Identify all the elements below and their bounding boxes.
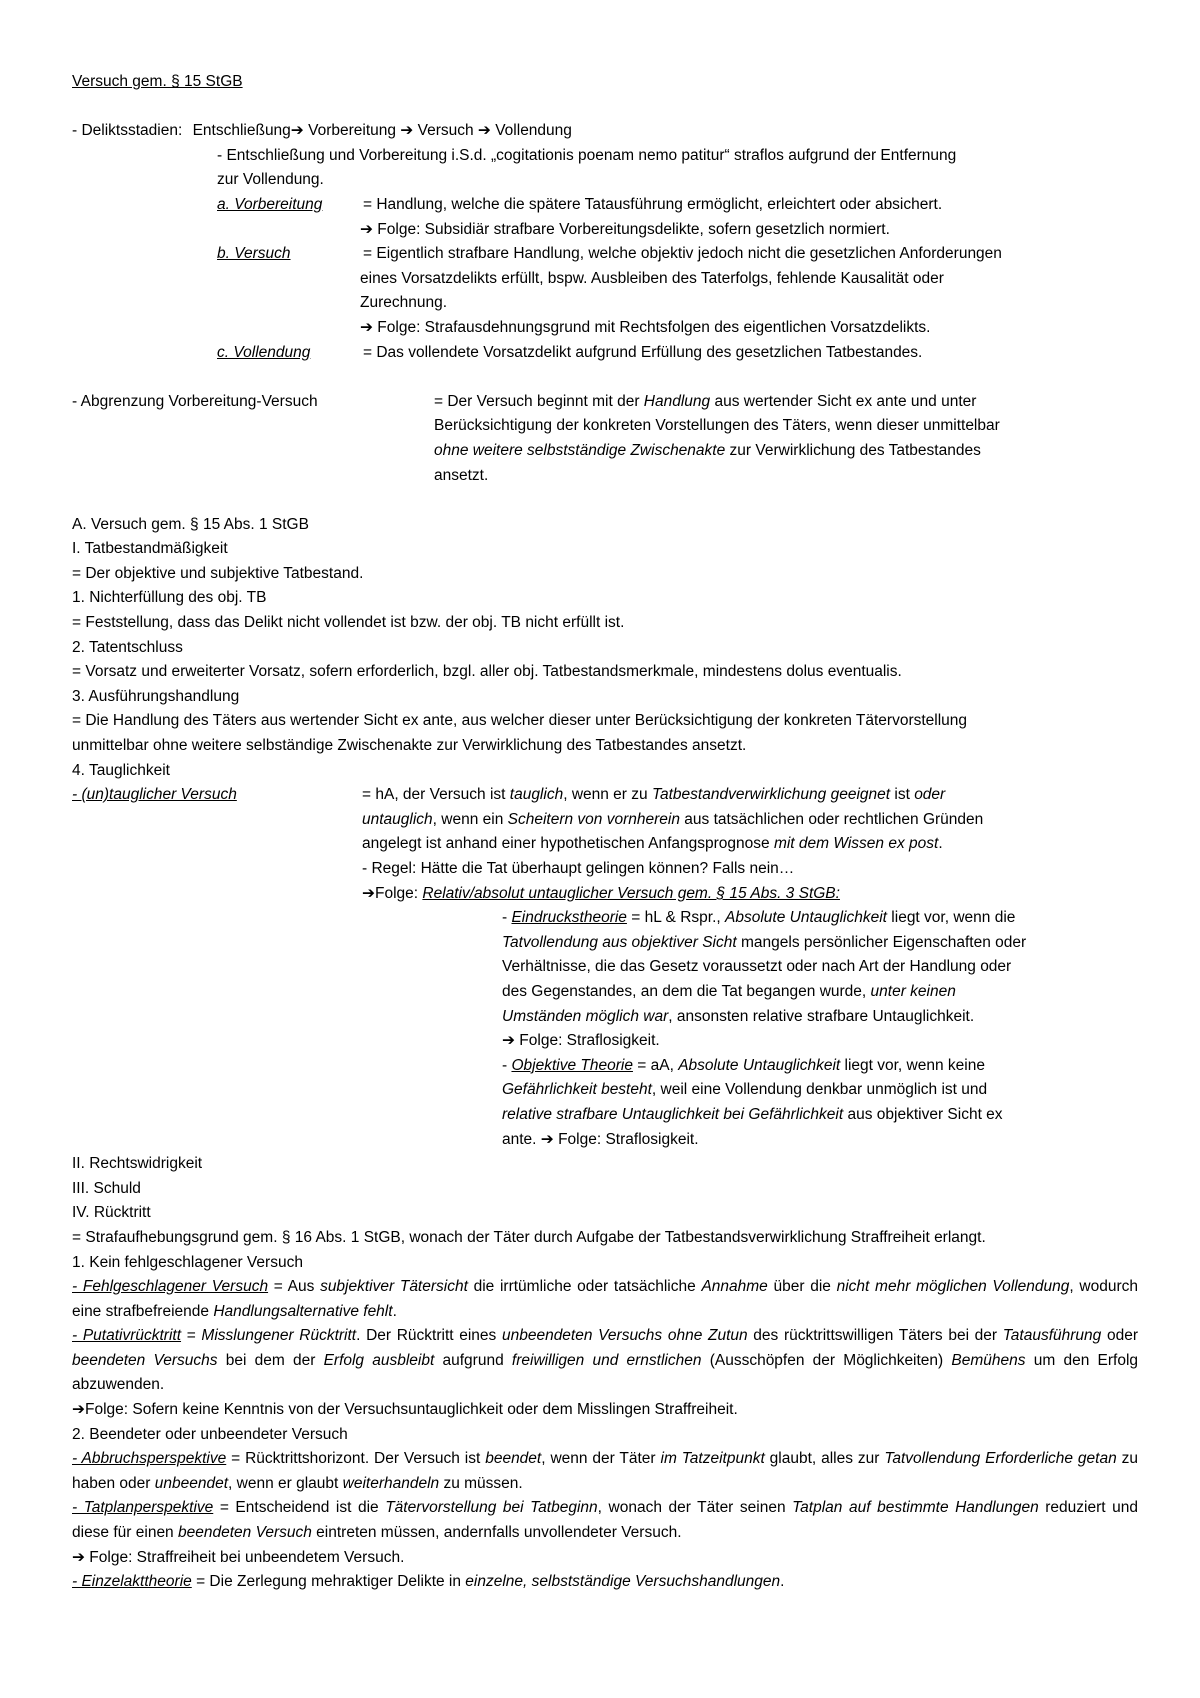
- objektiv-text: Absolute Untauglichkeit: [678, 1056, 841, 1074]
- tauglichkeit-text: Scheitern von vornherein: [507, 810, 680, 828]
- abgrenzung-text: aus wertender Sicht ex ante und unter: [710, 392, 977, 410]
- heading-beendet: 2. Beendeter oder unbeendeter Versuch: [72, 1425, 348, 1443]
- eindruck-folge: ➔ Folge: Straflosigkeit.: [502, 1032, 660, 1050]
- ruecktritt-folge: ➔Folge: Sofern keine Kenntnis von der Versuchsuntauglichkeit oder dem Misslingen Straffreiheit.: [72, 1401, 738, 1419]
- tauglichkeit-row: [72, 783, 1138, 808]
- vorbereitung-def: = Handlung, welche die spätere Tatausführung ermöglicht, erleichtert oder absichert.: [363, 195, 943, 213]
- fehl-text: Handlungsalternative fehlt: [213, 1302, 393, 1320]
- eindruck-line-4: [72, 980, 1138, 1005]
- versuch-def-3: Zurechnung.: [360, 294, 448, 312]
- heading-nichterfuellung: 1. Nichterfüllung des obj. TB: [72, 589, 267, 607]
- fehl-text: , wodurch eine strafbefreiende: [72, 1278, 1138, 1320]
- abgrenzung-text: = Der Versuch beginnt mit der: [434, 392, 644, 410]
- objektiv-text: liegt vor, wenn keine: [840, 1056, 985, 1074]
- eindruck-text: Umständen möglich war: [502, 1007, 669, 1025]
- nichterfuellung-def: = Feststellung, dass das Delikt nicht vollendet ist bzw. der obj. TB nicht erfüllt ist.: [72, 614, 625, 632]
- abbruch-text: weiterhandeln: [342, 1474, 440, 1492]
- eindruck-line-3: Verhältnisse, die das Gesetz voraussetzt oder nach Art der Handlung oder: [502, 958, 1012, 976]
- abgrenzung-row: [72, 390, 1138, 415]
- putativ-text: (Ausschöpfen der Möglichkeiten): [701, 1351, 952, 1369]
- putativ-text: oder: [1101, 1327, 1138, 1345]
- stadien-note-2: zur Vollendung.: [217, 171, 324, 189]
- einzelakt-text: = Die Zerlegung mehraktiger Delikte in: [191, 1573, 466, 1591]
- putativ-text: . Der Rücktritt eines: [356, 1327, 502, 1345]
- eindruck-text: -: [502, 909, 512, 927]
- deliktsstadien-chain: Entschließung➔ Vorbereitung ➔ Versuch ➔ Vollendung: [192, 122, 572, 140]
- abgrenzung-line-3: [72, 439, 1138, 464]
- fehl-text: die irrtümliche oder tatsächliche: [467, 1278, 702, 1296]
- putativ-def: [72, 1324, 1138, 1398]
- deliktsstadien-line: [72, 119, 1138, 144]
- heading-tatbestand: I. Tatbestandmäßigkeit: [72, 540, 228, 558]
- heading-fehlgeschlagen: 1. Kein fehlgeschlagener Versuch: [72, 1253, 303, 1271]
- tauglichkeit-regel: - Regel: Hätte die Tat überhaupt gelingen können? Falls nein…: [362, 860, 795, 877]
- putativ-text: Tatausführung: [1002, 1327, 1102, 1345]
- vollendung-def: = Das vollendete Vorsatzdelikt aufgrund Erfüllung des gesetzlichen Tatbestandes.: [363, 343, 923, 361]
- tauglichkeit-text: aus tatsächlichen oder rechtlichen Gründen: [679, 810, 984, 828]
- tauglichkeit-text: , wenn ein: [432, 810, 508, 828]
- fehl-text: Annahme: [701, 1278, 768, 1296]
- fehl-text: nicht mehr möglichen Vollendung: [836, 1278, 1070, 1296]
- eindruck-text: des Gegenstandes, an dem die Tat begangen wurde,: [502, 982, 871, 1000]
- objektiv-term: Objektive Theorie: [511, 1056, 633, 1074]
- versuch-row: [72, 242, 1138, 267]
- heading-ausfuehrung: 3. Ausführungshandlung: [72, 687, 240, 705]
- abbruch-text: im Tatzeitpunkt: [660, 1450, 765, 1468]
- putativ-text: =: [181, 1327, 202, 1345]
- abbruch-text: , wenn er glaubt: [228, 1474, 343, 1492]
- objektiv-text: relative strafbare Untauglichkeit bei Gefährlichkeit: [502, 1105, 844, 1123]
- eindruck-line-1: [72, 906, 1138, 931]
- objektiv-text: aus objektiver Sicht ex: [843, 1105, 1003, 1123]
- objektiv-text: Gefährlichkeit besteht: [502, 1081, 652, 1099]
- objektiv-text: -: [502, 1056, 512, 1074]
- document-title: Versuch gem. § 15 StGB: [72, 73, 243, 90]
- putativ-text: Misslungener Rücktritt: [201, 1327, 357, 1345]
- abbruch-text: unbeendet: [154, 1474, 229, 1492]
- putativ-text: aufgrund: [434, 1351, 512, 1369]
- objektiv-line-2: [72, 1078, 1138, 1103]
- vorbereitung-label: a. Vorbereitung: [217, 195, 323, 213]
- tatplan-term: - Tatplanperspektive: [72, 1499, 214, 1517]
- tauglichkeit-text: oder: [914, 786, 946, 804]
- abgrenzung-text: zur Verwirklichung des Tatbestandes: [725, 441, 981, 459]
- tatplan-def: [72, 1496, 1138, 1545]
- folge-prefix: ➔Folge:: [362, 884, 423, 902]
- versuch-def-2: eines Vorsatzdelikts erfüllt, bspw. Ausbleiben des Taterfolgs, fehlende Kausalität oder: [360, 269, 944, 287]
- heading-tatentschluss: 2. Tatentschluss: [72, 638, 183, 656]
- eindruck-text: Tatvollendung aus objektiver Sicht: [502, 933, 737, 951]
- tatplan-text: reduziert und diese für einen: [72, 1499, 1138, 1542]
- eindruck-line-5: [72, 1005, 1138, 1030]
- putativ-text: um den Erfolg abzuwenden.: [72, 1351, 1139, 1394]
- deliktsstadien-label: - Deliktsstadien:: [72, 122, 183, 140]
- objektiv-line-3: [72, 1103, 1138, 1128]
- abgrenzung-label: - Abgrenzung Vorbereitung-Versuch: [72, 392, 318, 410]
- einzelakt-term: - Einzelakttheorie: [72, 1573, 192, 1591]
- document-page: [72, 70, 1138, 1595]
- abbruch-text: beendet: [485, 1450, 542, 1468]
- abbruch-term: - Abbruchsperspektive: [72, 1450, 227, 1468]
- abbruch-text: glaubt, alles zur: [764, 1450, 885, 1468]
- abgrenzung-line-4: ansetzt.: [434, 466, 489, 484]
- putativ-text: Erfolg ausbleibt: [323, 1351, 435, 1369]
- folge-text: Relativ/absolut untauglicher Versuch gem. § 15 Abs. 3 StGB:: [422, 884, 840, 902]
- abbruch-text: = Rücktrittshorizont. Der Versuch ist: [226, 1450, 486, 1468]
- putativ-text: unbeendeten Versuchs ohne Zutun: [501, 1327, 748, 1345]
- eindruck-text: unter keinen: [870, 982, 956, 1000]
- fehl-text: subjektiver Tätersicht: [320, 1278, 468, 1296]
- abbruch-text: zu müssen.: [439, 1474, 523, 1492]
- fehlgeschlagen-def: [72, 1275, 1138, 1324]
- tauglichkeit-text: = hA, der Versuch ist: [362, 786, 510, 804]
- eindruck-term: Eindruckstheorie: [511, 909, 627, 927]
- vollendung-label: c. Vollendung: [217, 343, 311, 361]
- tauglichkeit-text: angelegt ist anhand einer hypothetischen Anfangsprognose: [362, 835, 774, 853]
- vorbereitung-folge: ➔ Folge: Subsidiär strafbare Vorbereitungsdelikte, sofern gesetzlich normiert.: [360, 220, 890, 238]
- abgrenzung-text: Handlung: [643, 392, 711, 410]
- versuch-def-1: = Eigentlich strafbare Handlung, welche objektiv jedoch nicht die gesetzlichen Anforderungen: [363, 245, 1002, 263]
- eindruck-text: mangels persönlicher Eigenschaften oder: [736, 933, 1027, 951]
- vollendung-row: [72, 341, 1138, 366]
- abbruch-text: zu haben oder: [72, 1450, 1138, 1492]
- abgrenzung-text: ohne weitere selbstständige Zwischenakte: [434, 441, 726, 459]
- putativ-text: freiwilligen und ernstlichen: [511, 1351, 702, 1369]
- eindruck-text: Absolute Untauglichkeit: [725, 909, 887, 927]
- tatplan-text: beendeten Versuch: [178, 1524, 312, 1542]
- putativ-term: - Putativrücktritt: [72, 1327, 182, 1345]
- tauglichkeit-text: , wenn er zu: [563, 786, 652, 804]
- heading-ruecktritt: IV. Rücktritt: [72, 1204, 151, 1222]
- fehl-text: = Aus: [268, 1278, 321, 1296]
- eindruck-text: = hL & Rspr.,: [626, 909, 725, 927]
- eindruck-line-2: [72, 931, 1138, 956]
- tauglichkeit-text: Tatbestandverwirklichung geeignet: [651, 786, 891, 804]
- abbruch-def: [72, 1447, 1138, 1496]
- tatplan-text: Tatplan auf bestimmte Handlungen: [792, 1499, 1039, 1517]
- eindruck-text: , ansonsten relative strafbare Untauglichkeit.: [668, 1007, 975, 1025]
- tauglichkeit-label: - (un)tauglicher Versuch: [72, 786, 237, 804]
- tatplan-text: , wonach der Täter seinen: [597, 1499, 793, 1517]
- tauglichkeit-text: tauglich: [509, 786, 564, 804]
- fehl-text: über die: [767, 1278, 837, 1296]
- tauglichkeit-folge: [72, 882, 1138, 907]
- abgrenzung-line-2: Berücksichtigung der konkreten Vorstellungen des Täters, wenn dieser unmittelbar: [434, 417, 1000, 435]
- versuch-folge: ➔ Folge: Strafausdehnungsgrund mit Rechtsfolgen des eigentlichen Vorsatzdelikts.: [360, 318, 931, 336]
- ruecktritt-def: = Strafaufhebungsgrund gem. § 16 Abs. 1 StGB, wonach der Täter durch Aufgabe der Tatbestandsverwirklichung Straffreiheit erlangt.: [72, 1228, 986, 1246]
- objektiv-folge: ante. ➔ Folge: Straflosigkeit.: [502, 1130, 699, 1148]
- tatplan-text: Tätervorstellung bei Tatbeginn: [385, 1499, 598, 1517]
- tatbestand-def: = Der objektive und subjektive Tatbestand.: [72, 564, 364, 582]
- fehl-text: .: [392, 1302, 397, 1320]
- versuch-label: b. Versuch: [217, 245, 291, 263]
- fehlgeschlagen-term: - Fehlgeschlagener Versuch: [72, 1278, 269, 1296]
- ausfuehrung-def-2: unmittelbar ohne weitere selbständige Zwischenakte zur Verwirklichung des Tatbestandes ansetzt.: [72, 737, 747, 755]
- tauglichkeit-text: .: [938, 835, 943, 853]
- tauglichkeit-line-2: [72, 808, 1138, 833]
- abbruch-text: Tatvollendung Erforderliche getan: [884, 1450, 1117, 1468]
- heading-tauglichkeit: 4. Tauglichkeit: [72, 761, 170, 779]
- tatplan-text: eintreten müssen, andernfalls unvollendeter Versuch.: [311, 1524, 682, 1542]
- vorbereitung-row: [72, 193, 1138, 218]
- tatplan-text: = Entscheidend ist die: [213, 1499, 386, 1517]
- ausfuehrung-def-1: = Die Handlung des Täters aus wertender Sicht ex ante, aus welcher dieser unter Berücksichtigung der konkreten Tätervorstellung: [72, 712, 968, 730]
- einzelakt-text: .: [780, 1573, 785, 1591]
- tauglichkeit-line-3: [72, 832, 1138, 857]
- stadien-note-1: - Entschließung und Vorbereitung i.S.d. „cogitationis poenam nemo patitur“ straflos aufgrund der Entfernung: [217, 146, 957, 164]
- putativ-text: des rücktrittswilligen Täters bei der: [747, 1327, 1003, 1345]
- objektiv-text: , weil eine Vollendung denkbar unmöglich ist und: [651, 1081, 988, 1099]
- putativ-text: beendeten Versuchs: [72, 1351, 218, 1369]
- tatentschluss-def: = Vorsatz und erweiterter Vorsatz, sofern erforderlich, bzgl. aller obj. Tatbestandsmerkmale, mindestens dolus eventualis.: [72, 663, 902, 681]
- beendet-folge: ➔ Folge: Straffreiheit bei unbeendetem Versuch.: [72, 1548, 405, 1566]
- tauglichkeit-text: mit dem Wissen ex post: [773, 835, 939, 853]
- objektiv-text: = aA,: [632, 1056, 679, 1074]
- section-a-heading: A. Versuch gem. § 15 Abs. 1 StGB: [72, 515, 309, 533]
- eindruck-text: liegt vor, wenn die: [887, 909, 1016, 927]
- einzelakt-text: einzelne, selbstständige Versuchshandlungen: [465, 1573, 781, 1591]
- objektiv-line-1: [72, 1054, 1138, 1079]
- abbruch-text: , wenn der Täter: [541, 1450, 661, 1468]
- tauglichkeit-text: untauglich: [362, 810, 433, 828]
- heading-rechtswidrigkeit: II. Rechtswidrigkeit: [72, 1155, 203, 1173]
- putativ-text: Bemühens: [951, 1351, 1026, 1369]
- tauglichkeit-text: ist: [890, 786, 915, 804]
- putativ-text: bei dem der: [217, 1351, 324, 1369]
- heading-schuld: III. Schuld: [72, 1179, 141, 1197]
- einzelakt-def: [72, 1570, 1138, 1595]
